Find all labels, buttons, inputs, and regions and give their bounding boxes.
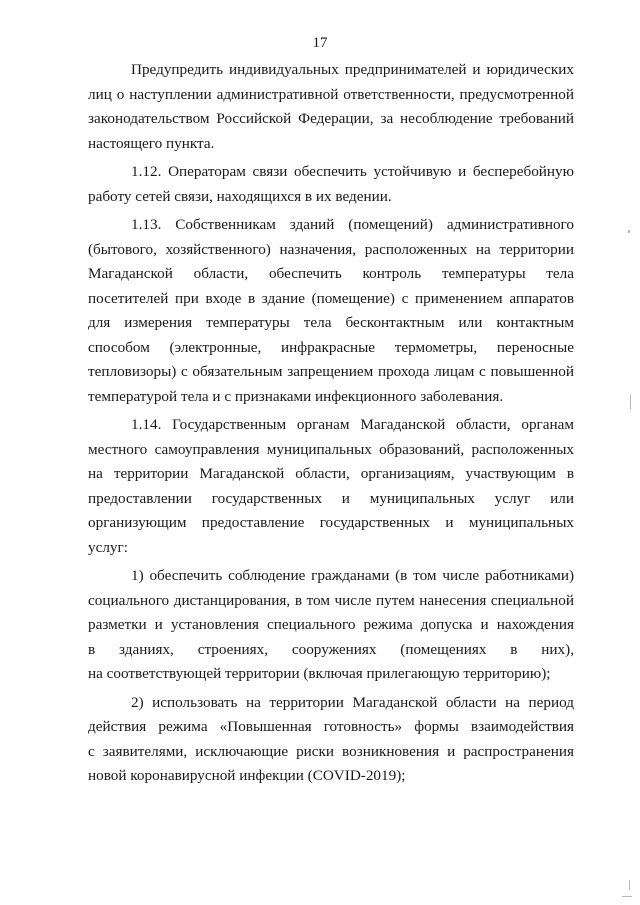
text-line: социального дистанцирования, в том числе путем нанесения специальной: [88, 591, 574, 609]
text-line: местного самоуправления муниципальных образований, расположенных: [88, 440, 574, 458]
scan-speck: [622, 896, 632, 897]
text-line: 1.14. Государственным органам Магаданской области, органам: [131, 416, 574, 433]
text-line: законодательством Российской Федерации, за несоблюдение требований: [88, 110, 574, 127]
text-line: способом (электронные, инфракрасные термометры, переносные: [88, 338, 574, 356]
text-line: посетителей при входе в здание (помещение) с применением аппаратов: [88, 289, 574, 307]
scan-speck: [629, 880, 630, 890]
text-line: разметки и установления специального режима допуска и нахождения: [88, 616, 574, 633]
text-line: настоящего пункта.: [88, 134, 215, 152]
scan-speck: [630, 395, 631, 409]
text-line: 1.12. Операторам связи обеспечить устойчивую и бесперебойную: [131, 163, 574, 180]
text-line: предоставлении государственных и муниципальных услуг или: [88, 489, 574, 507]
text-line: работу сетей связи, находящихся в их ведении.: [88, 187, 392, 205]
text-line: (бытового, хозяйственного) назначения, расположенных на территории: [88, 240, 574, 258]
text-line: с заявителями, исключающие риски возникновения и распространения: [88, 742, 574, 760]
text-line: 1) обеспечить соблюдение гражданами (в том числе работниками): [131, 567, 574, 584]
page-number: 17: [312, 35, 328, 51]
paragraph: [88, 58, 574, 156]
text-line: Магаданской области, обеспечить контроль температуры тела: [88, 265, 574, 282]
text-line: на территории Магаданской области, организациям, участвующим в: [88, 465, 574, 482]
text-line: Предупредить индивидуальных предпринимателей и юридических: [131, 61, 574, 78]
text-line: услуг:: [88, 538, 128, 556]
text-line: организующим предоставление государственных и муниципальных: [88, 514, 574, 531]
text-line: на соответствующей территории (включая прилегающую территорию);: [88, 665, 551, 682]
paragraph: [88, 413, 574, 560]
text-line: 1.13. Собственникам зданий (помещений) административного: [131, 216, 574, 233]
paragraph: [88, 691, 574, 789]
text-line: в зданиях, строениях, сооружениях (помещениях в них),: [88, 640, 574, 658]
text-line: тепловизоры) с обязательным запрещением прохода лицам с повышенной: [88, 363, 574, 380]
paragraph: [88, 213, 574, 409]
scan-speck: [628, 230, 630, 233]
text-line: температурой тела и с признаками инфекционного заболевания.: [88, 387, 504, 405]
text-line: лиц о наступлении административной ответственности, предусмотренной: [88, 85, 574, 103]
paragraph: [88, 564, 574, 687]
paragraph: [88, 160, 574, 209]
text-line: для измерения температуры тела бесконтактным или контактным: [88, 314, 574, 331]
text-line: 2) использовать на территории Магаданской области на период: [131, 693, 574, 711]
text-line: действия режима «Повышенная готовность» формы взаимодействия: [88, 718, 574, 735]
document-body: [88, 58, 574, 793]
text-line: новой коронавирусной инфекции (COVID-2019);: [88, 767, 406, 784]
